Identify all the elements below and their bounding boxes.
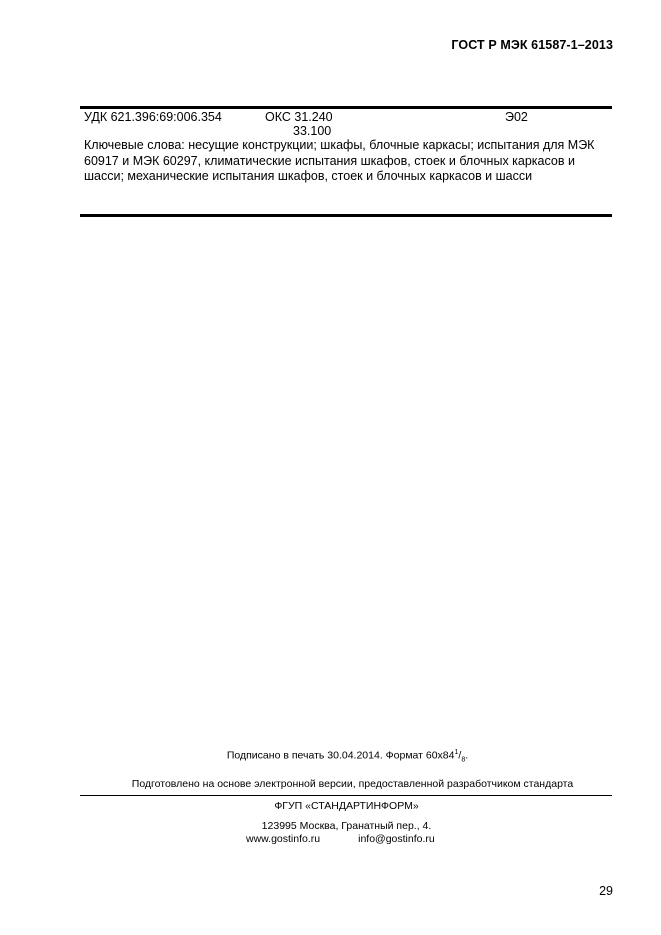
signed-text: Подписано в печать 30.04.2014. Формат 60х84 [226,749,455,762]
standard-designation: ГОСТ Р МЭК 61587-1–2013 [451,38,613,52]
keywords-paragraph: Ключевые слова: несущие конструкции; шкафы, блочные каркасы; испытания для МЭК 60917 и МЭК 60297, климатические испытания шкафов, стоек и блочных каркасов и шасси; механические испытания шкафов, стоек и блочных каркасов и шасси [84,138,595,183]
format-numerator: 1 [454,749,459,756]
signed-to-print: Подписано в печать 30.04.2014. Формат $60х84^1/_8$. [226,749,469,764]
oks-code-2: 33.100 [293,124,332,138]
website-link[interactable]: www.gostinfo.ru [246,833,321,845]
top-divider [80,106,612,109]
bottom-divider [80,214,612,217]
publisher-name: ФГУП «СТАНДАРТИНФОРМ» [274,800,419,812]
page-number: 29 [599,884,613,898]
e-code: Э02 [505,110,528,124]
format-end: . [465,749,469,762]
prepared-note: Подготовлено на основе электронной версии, предоставленной разработчиком стандарта [131,778,574,790]
format-denominator: 8 [461,756,466,764]
udk-code: УДК 621.396:69:006.354 [84,110,222,124]
email-link[interactable]: info@gostinfo.ru [358,833,435,845]
publisher-address: 123995 Москва, Гранатный пер., 4. [261,820,432,832]
oks-code-1: ОКС 31.240 [265,110,333,124]
imprint-divider [80,795,612,796]
publisher-contacts [246,833,435,845]
